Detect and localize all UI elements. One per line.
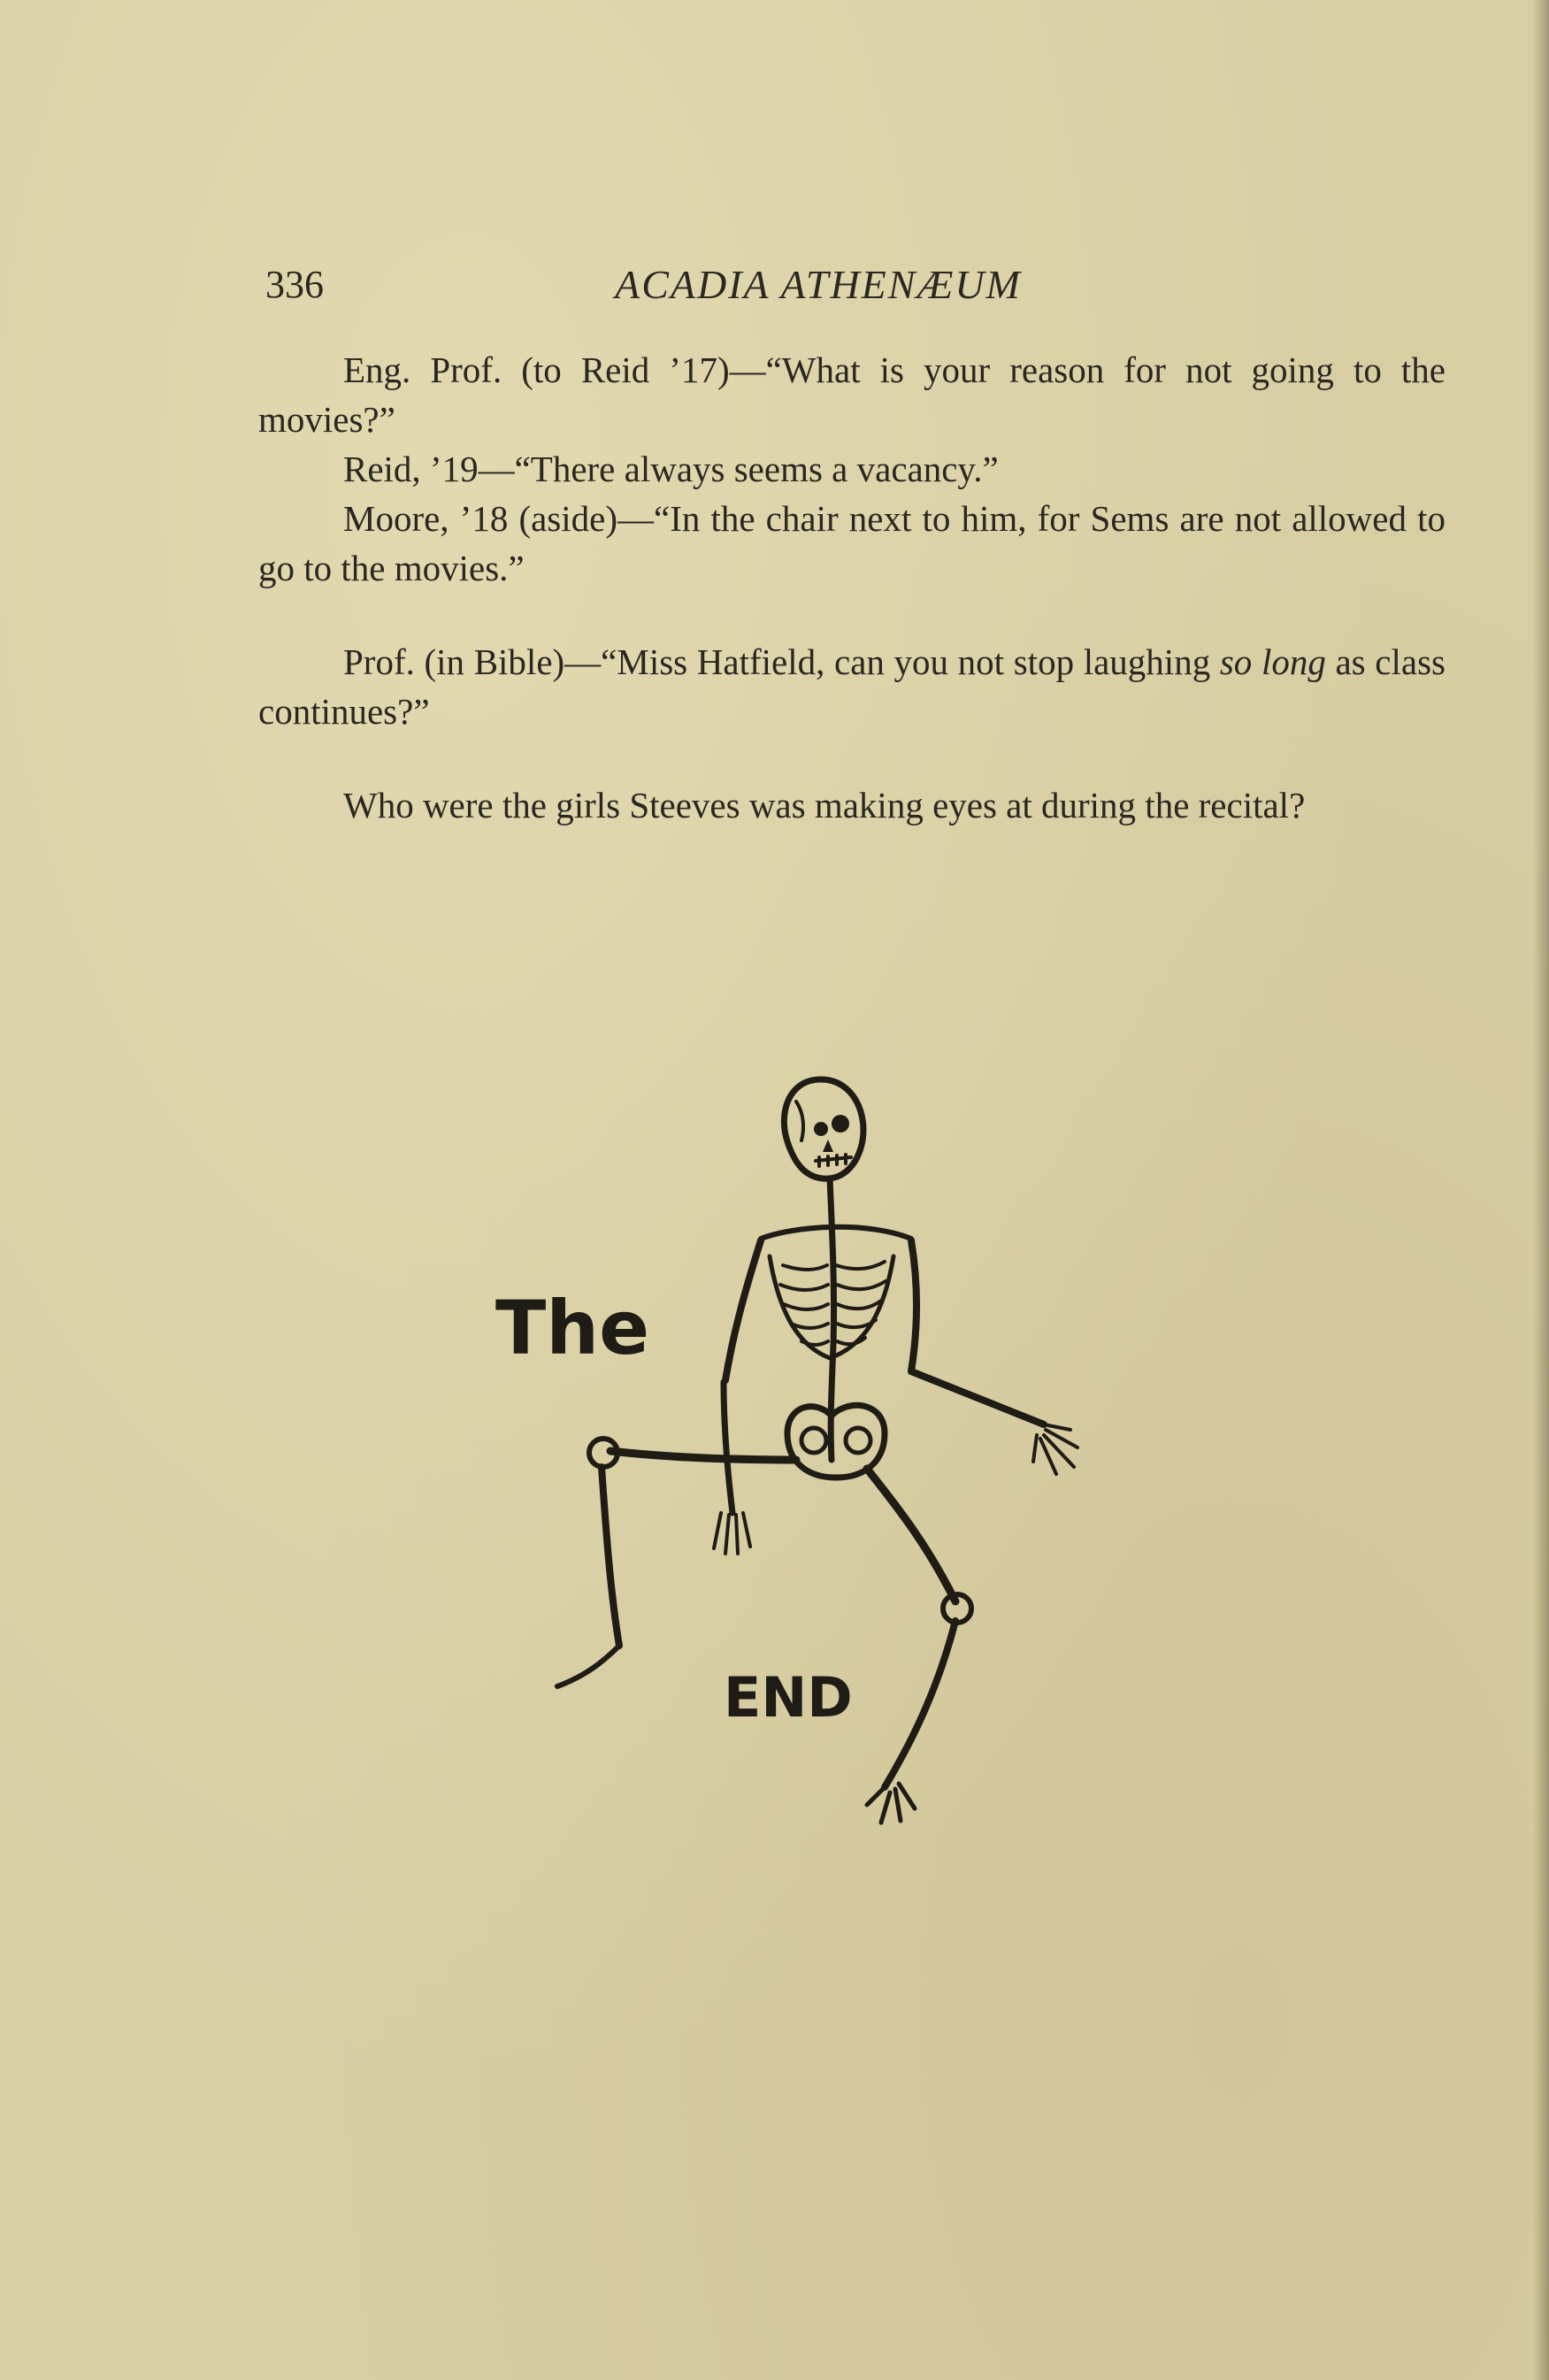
skeleton-drawing <box>495 1053 1168 1885</box>
page-header <box>265 258 1451 311</box>
paragraph-prof-bible <box>258 637 1445 736</box>
illustration-word-the: The <box>495 1285 650 1371</box>
skull <box>784 1079 863 1178</box>
skeleton-illustration <box>495 1053 1168 1885</box>
paragraph-prof-bible-start: Prof. (in Bible)—“Miss Hatfield, can you not stop laughing <box>343 641 1220 682</box>
body-text <box>258 345 1445 830</box>
paragraph-eng-prof: Eng. Prof. (to Reid ’17)—“What is your reason for not going to the movies?” <box>258 349 1445 440</box>
paragraph-steeves: Who were the girls Steeves was making eyes at during the recital? <box>343 785 1306 825</box>
left-leg <box>557 1439 796 1686</box>
page-number: 336 <box>265 263 324 306</box>
page-edge-shadow <box>1533 0 1549 2380</box>
paragraph-reid: Reid, ’19—“There always seems a vacancy.” <box>343 449 999 489</box>
paragraph-prof-bible-end: as class continues?” <box>258 641 1445 732</box>
paragraph-moore: Moore, ’18 (aside)—“In the chair next to him, for Sems are not allowed to go to the movies.” <box>258 498 1445 588</box>
running-title: ACADIA ATHENÆUM <box>615 262 1022 307</box>
illustration-word-end: END <box>724 1665 853 1730</box>
right-leg <box>867 1469 971 1823</box>
right-arm <box>911 1240 1077 1474</box>
left-arm <box>714 1240 761 1554</box>
paragraph-prof-bible-emphasis: so long <box>1219 641 1326 682</box>
